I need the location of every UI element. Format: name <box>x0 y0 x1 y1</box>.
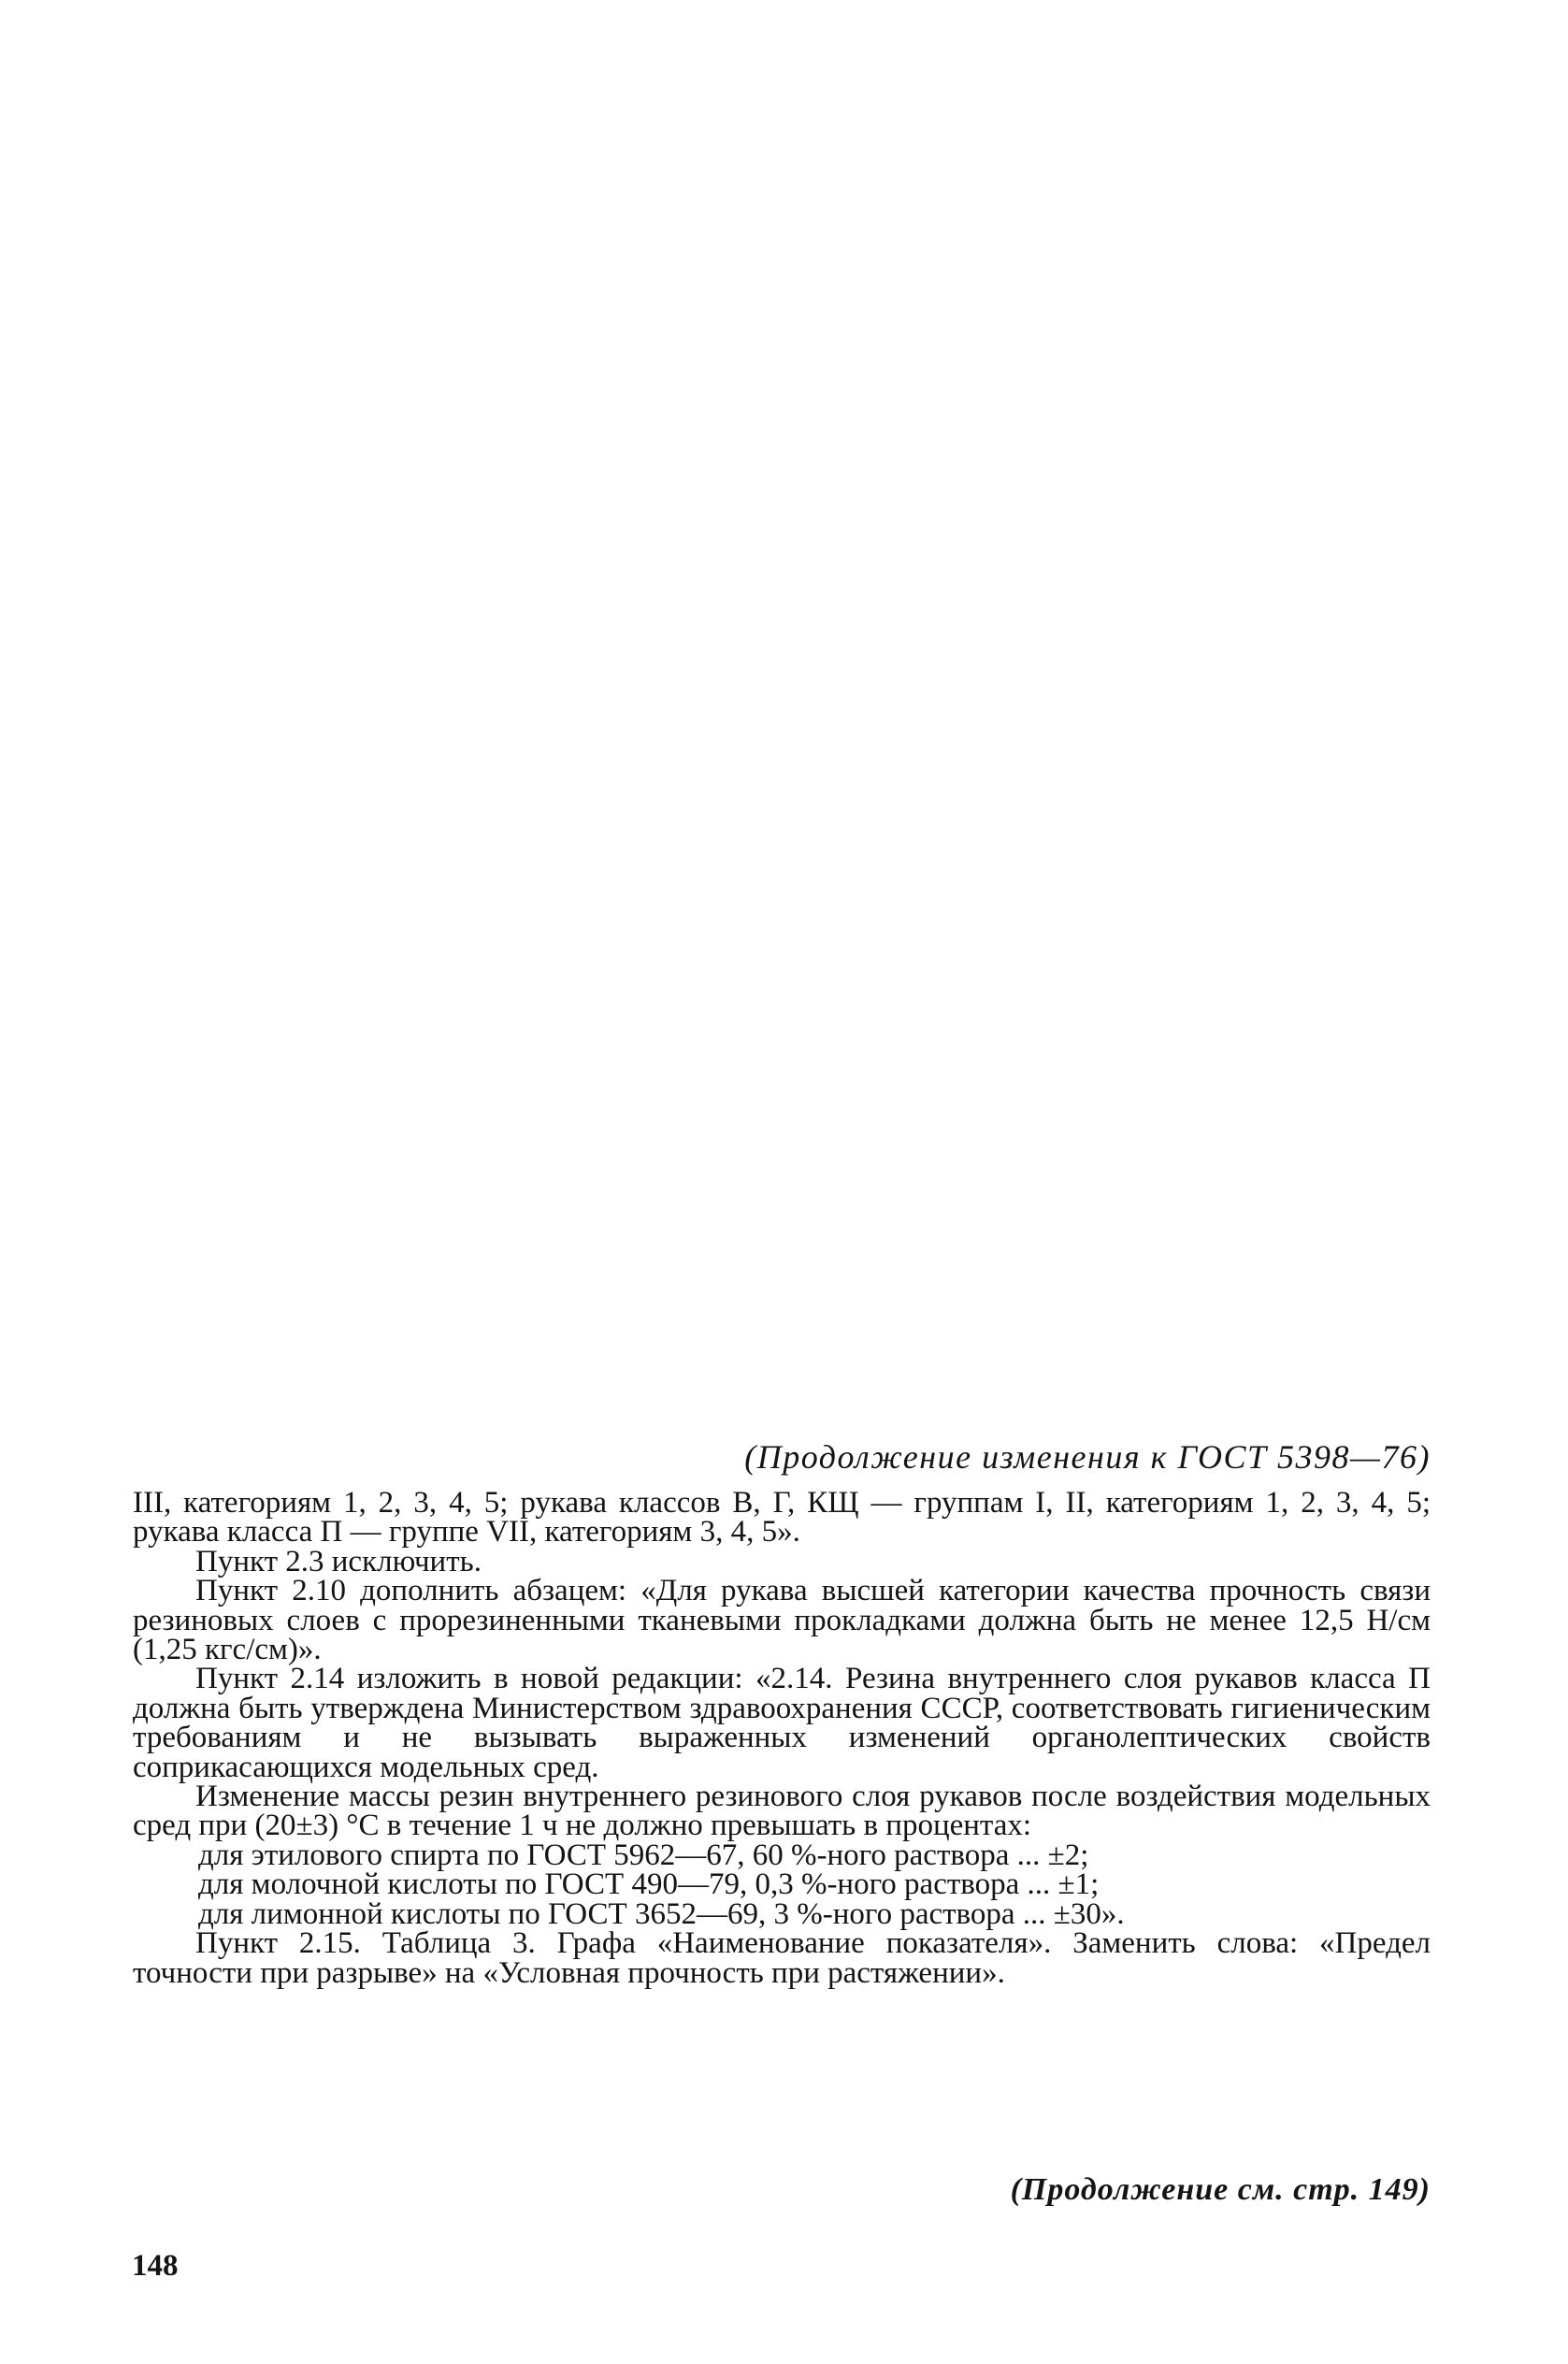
page-header: (Продолжение изменения к ГОСТ 5398—76) <box>744 1438 1431 1476</box>
paragraph-item-2-3: Пункт 2.3 исключить. <box>195 1544 482 1578</box>
list-item: для молочной кислоты по ГОСТ 490—79, 0,3 %-ного раствора ... ±1; <box>198 1867 1100 1902</box>
paragraph-item-2-14: Пункт 2.14 изложить в новой редакции: «2.14. Резина внутреннего слоя рукавов класса П должна быть утверждена Министерством здравоохранения СССР, соответствовать гигиеническим требованиям и не вызывать выраженных изменений органолептических свойств соприкасающихся модельных сред. <box>133 1662 1431 1784</box>
paragraph-item-2-15: Пункт 2.15. Таблица 3. Графа «Наименование показателя». Заменить слова: «Предел точности при разрыве» на «Условная прочность при растяжении». <box>133 1926 1431 1990</box>
list-item: для этилового спирта по ГОСТ 5962—67, 60 %-ного раствора ... ±2; <box>198 1838 1089 1872</box>
paragraph-mass-change: Изменение массы резин внутреннего резинового слоя рукавов после воздействия модельных сред при (20±3) °С в течение 1 ч не должно превышать в процентах: <box>133 1780 1431 1843</box>
list-item: для лимонной кислоты по ГОСТ 3652—69, 3 %-ного раствора ... ±30». <box>198 1896 1125 1931</box>
paragraph-item-2-10: Пункт 2.10 дополнить абзацем: «Для рукава высшей категории качества прочность связи резиновых слоев с прорезиненными тканевыми прокладками должна быть не менее 12,5 Н/см (1,25 кгс/см)». <box>133 1574 1431 1667</box>
page-number: 148 <box>132 2249 179 2283</box>
paragraph-categories: III, категориям 1, 2, 3, 4, 5; рукава классов В, Г, КЩ — группам I, II, категориям 1, 2, 3, 4, 5; рукава класса П — группе VII, категориям 3, 4, 5». <box>133 1486 1431 1550</box>
document-body <box>133 1486 1431 1990</box>
continuation-note: (Продолжение см. стр. 149) <box>1010 2172 1431 2207</box>
